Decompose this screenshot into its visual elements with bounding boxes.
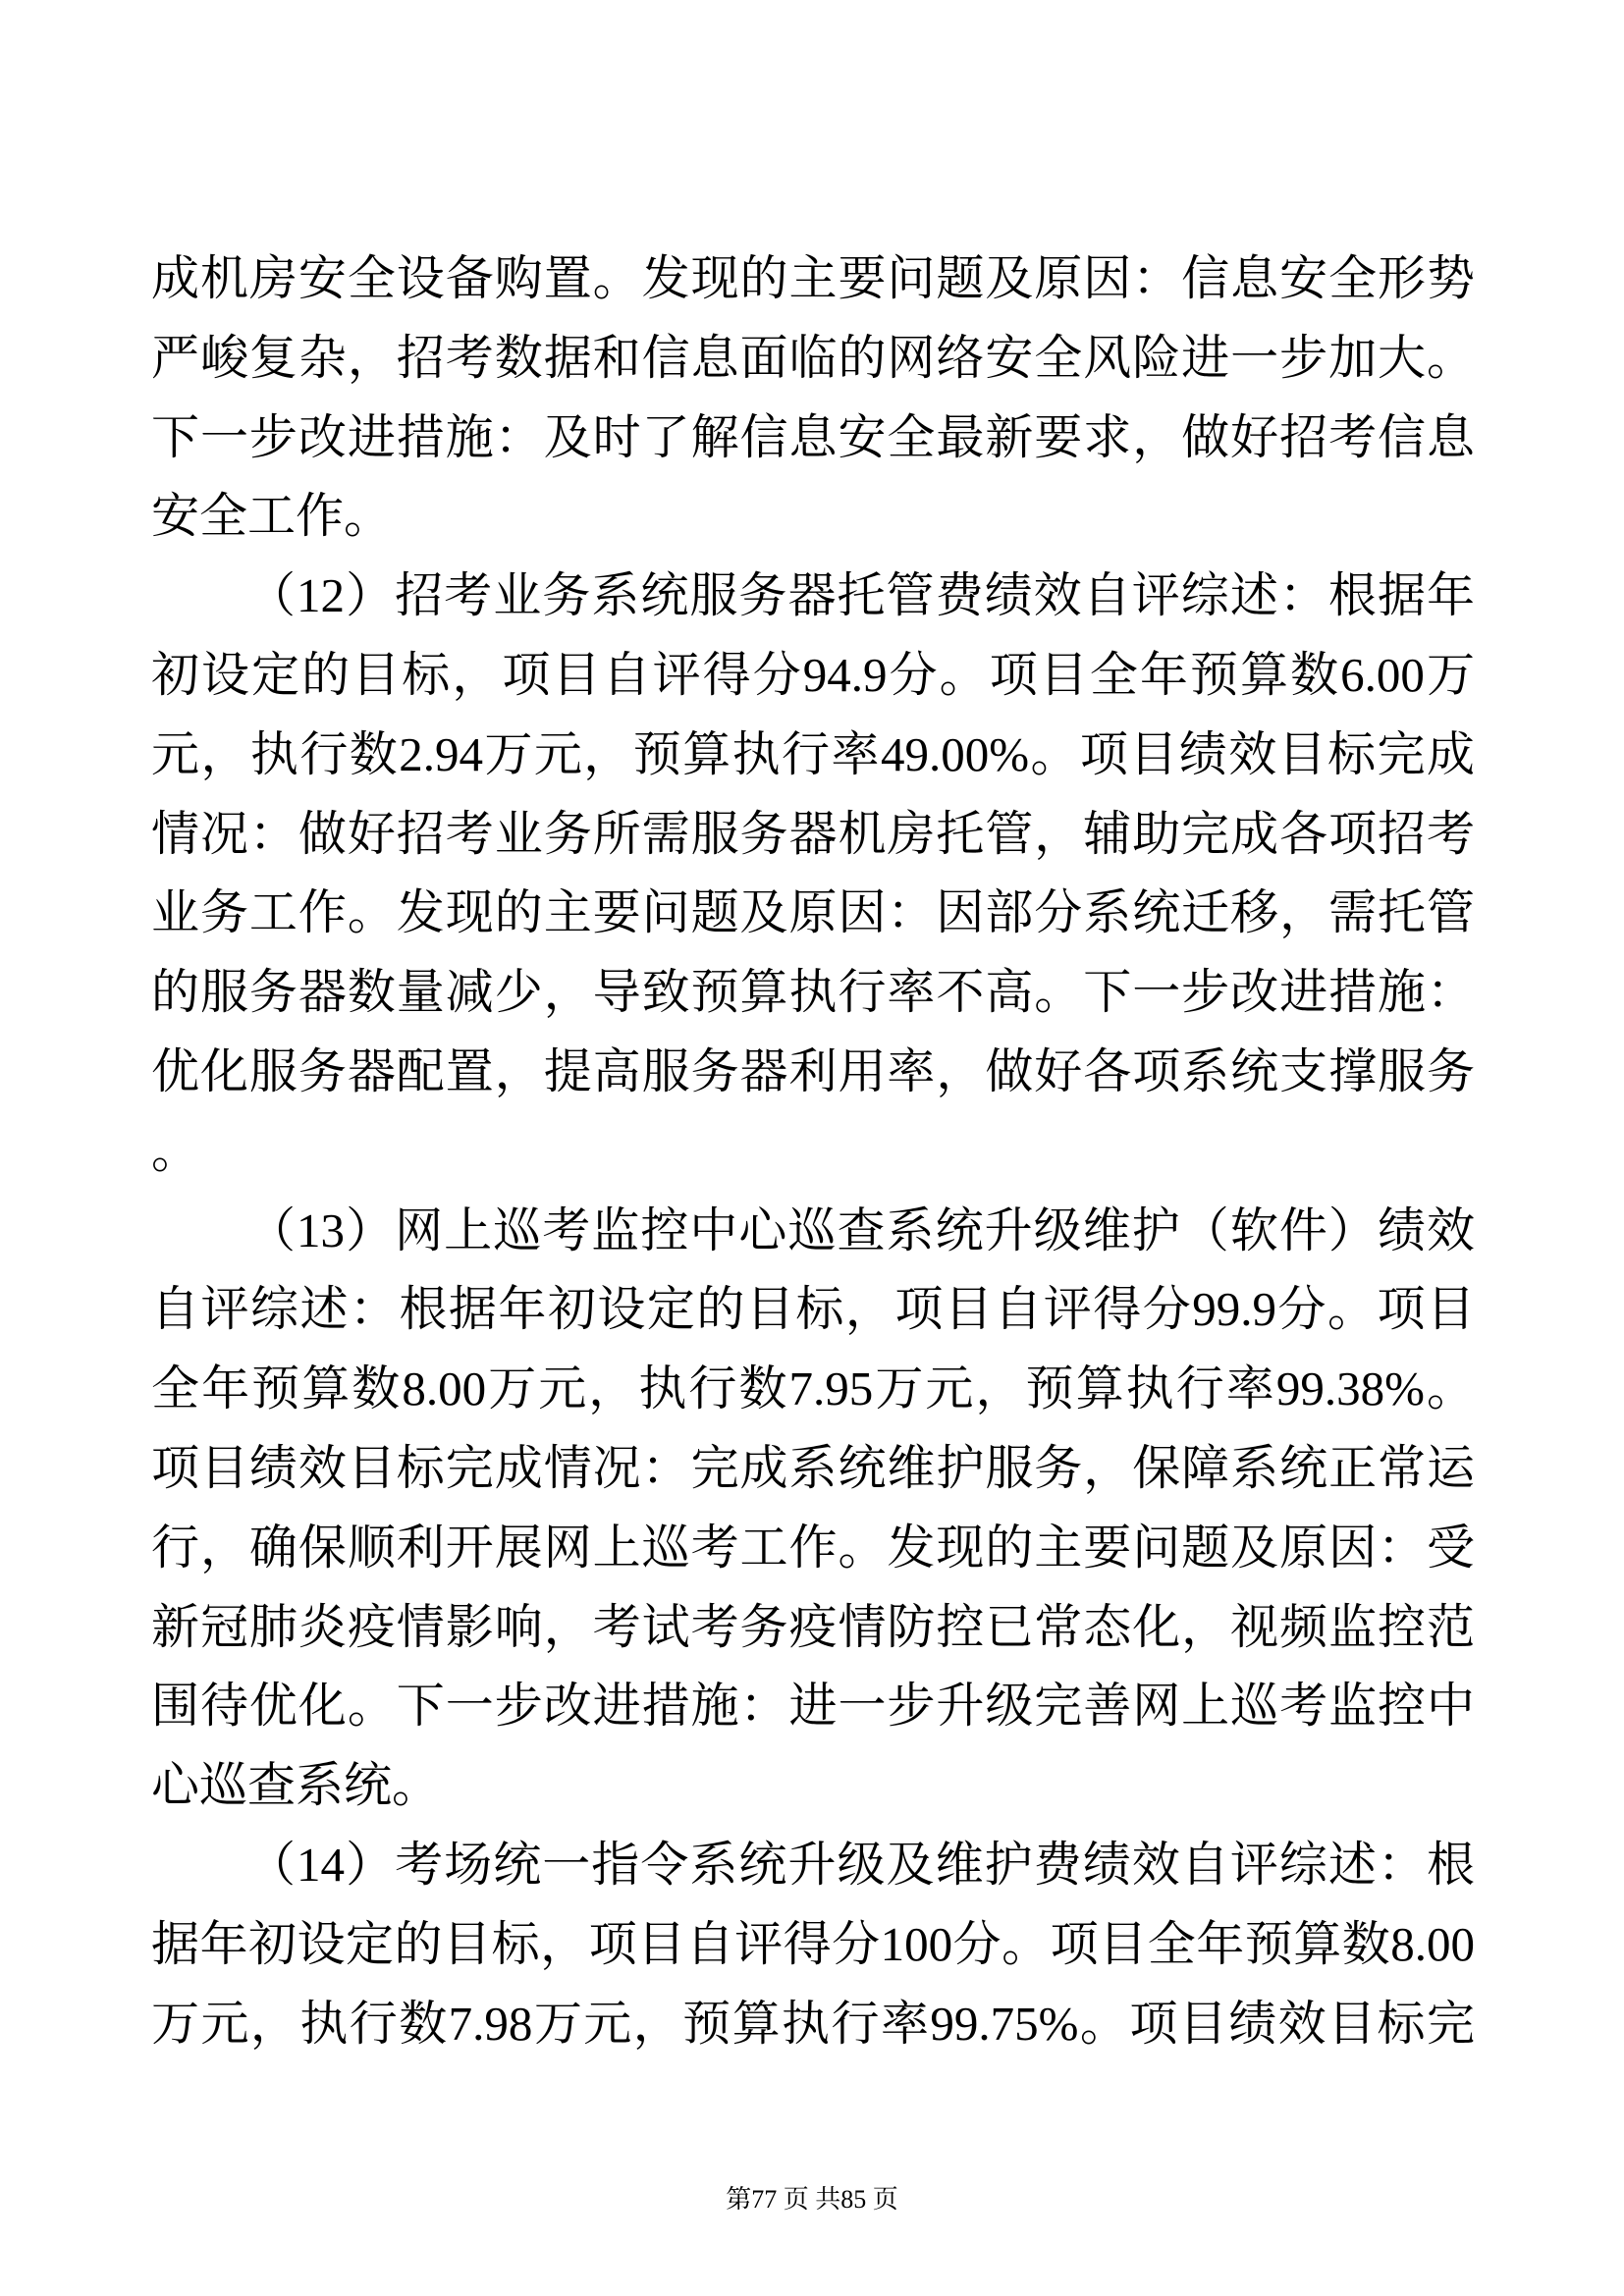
text-line: 万元，执行数7.98万元，预算执行率99.75%。项目绩效目标完 <box>151 1996 1475 2051</box>
text-line: 围待优化。下一步改进措施：进一步升级完善网上巡考监控中 <box>151 1679 1475 1734</box>
page-number: 第77 页 共85 页 <box>726 2185 898 2214</box>
text-line: 优化服务器配置，提高服务器利用率，做好各项系统支撑服务 <box>151 1043 1475 1098</box>
text-line: 业务工作。发现的主要问题及原因：因部分系统迁移，需托管 <box>151 885 1475 940</box>
page-footer <box>0 2183 1624 2216</box>
text-line: 。 <box>151 1123 200 1178</box>
text-line: 自评综述：根据年初设定的目标，项目自评得分99.9分。项目 <box>151 1282 1475 1337</box>
text-line: 安全工作。 <box>151 489 393 544</box>
text-line: 行，确保顺利开展网上巡考工作。发现的主要问题及原因：受 <box>151 1520 1475 1575</box>
paragraph-item-13 <box>151 1192 1475 1826</box>
text-line: 项目绩效目标完成情况：完成系统维护服务，保障系统正常运 <box>151 1440 1475 1495</box>
text-line: 元，执行数2.94万元，预算执行率49.00%。项目绩效目标完成 <box>151 726 1475 781</box>
paragraph-item-12 <box>151 557 1475 1191</box>
text-line: 的服务器数量减少，导致预算执行率不高。下一步改进措施： <box>151 965 1475 1020</box>
paragraph-continuation <box>151 240 1475 557</box>
text-line: 新冠肺炎疫情影响，考试考务疫情防控已常态化，视频监控范 <box>151 1599 1475 1654</box>
document-body <box>151 240 1475 2063</box>
text-line: 严峻复杂，招考数据和信息面临的网络安全风险进一步加大。 <box>151 330 1475 385</box>
text-line: 初设定的目标，项目自评得分94.9分。项目全年预算数6.00万 <box>151 647 1475 702</box>
text-line: 成机房安全设备购置。发现的主要问题及原因：信息安全形势 <box>151 251 1475 305</box>
text-line: 下一步改进措施：及时了解信息安全最新要求，做好招考信息 <box>151 409 1475 464</box>
text-line: （13）网上巡考监控中心巡查系统升级维护（软件）绩效 <box>247 1202 1475 1257</box>
text-line: （12）招考业务系统服务器托管费绩效自评综述：根据年 <box>247 568 1475 623</box>
text-line: （14）考场统一指令系统升级及维护费绩效自评综述：根 <box>247 1837 1475 1892</box>
text-line: 全年预算数8.00万元，执行数7.95万元，预算执行率99.38%。 <box>151 1362 1475 1416</box>
paragraph-item-14 <box>151 1826 1475 2063</box>
text-line: 心巡查系统。 <box>151 1758 441 1813</box>
text-line: 情况：做好招考业务所需服务器机房托管，辅助完成各项招考 <box>151 806 1475 861</box>
text-line: 据年初设定的目标，项目自评得分100分。项目全年预算数8.00 <box>151 1916 1475 1971</box>
